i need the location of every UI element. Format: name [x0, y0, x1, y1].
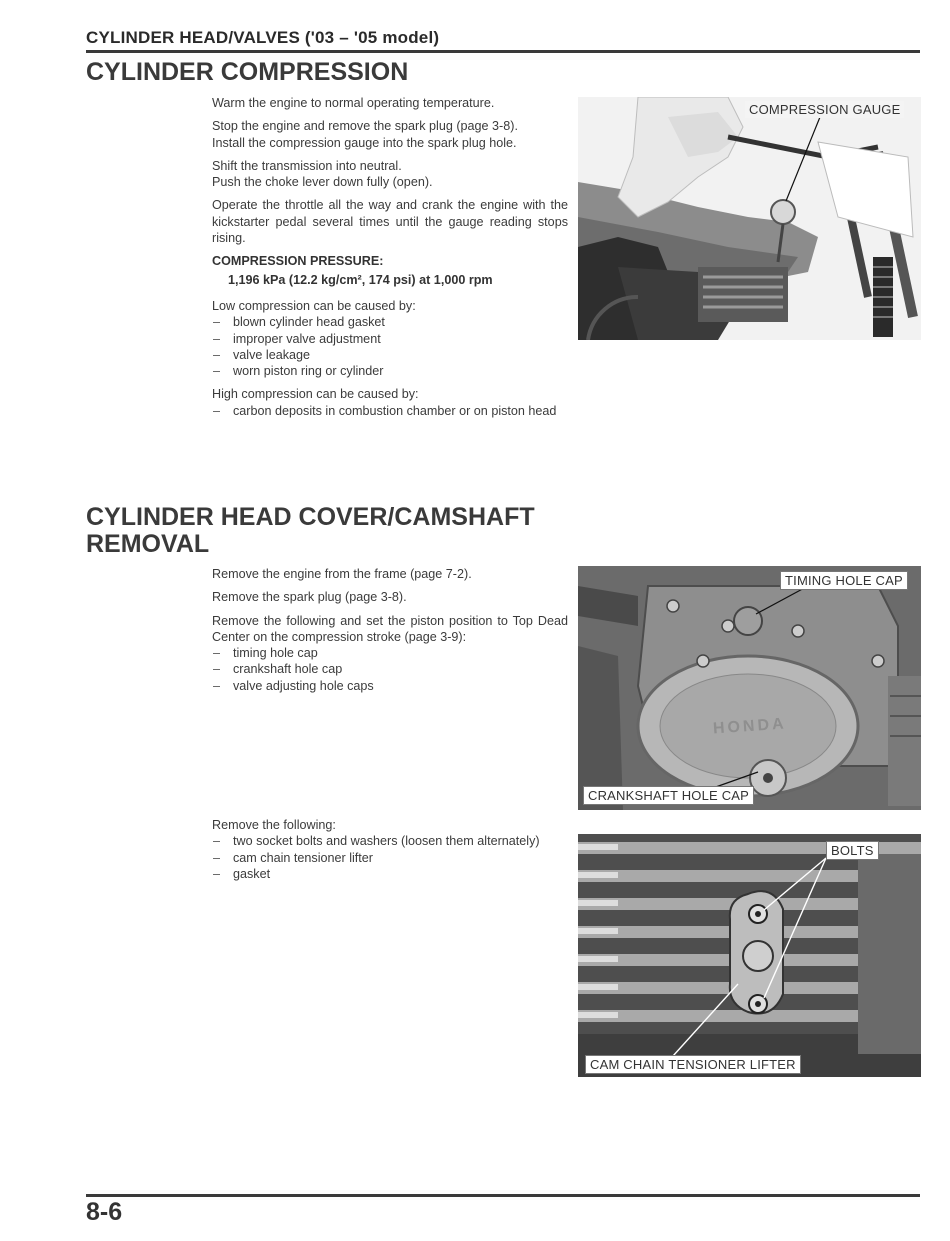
step-warm: Warm the engine to normal operating temperature. — [212, 96, 495, 110]
list-item: – valve adjusting hole caps — [212, 678, 568, 694]
spec-value: 1,196 kPa (12.2 kg/cm², 174 psi) at 1,000 rpm — [228, 272, 493, 287]
tensioner-removal-text — [212, 817, 568, 889]
photo-hole-caps — [578, 566, 921, 810]
step-stop: Stop the engine and remove the spark plug (page 3-8). — [212, 119, 518, 134]
step-remove-plug: Remove the spark plug (page 3-8). — [212, 590, 407, 605]
header-rule — [86, 50, 920, 53]
low-causes-list — [212, 314, 568, 379]
footer-rule — [86, 1194, 920, 1197]
list-item: – timing hole cap — [212, 645, 568, 661]
callout-timing-hole-cap: TIMING HOLE CAP — [780, 571, 908, 590]
step-operate: Operate the throttle all the way and crank the engine with the kickstarter pedal several times until the gauge reading stops rising. — [212, 198, 568, 246]
section-heading-cover-removal-line2: REMOVAL — [86, 530, 210, 558]
photo-tensioner-lifter — [578, 834, 921, 1077]
high-causes-list — [212, 403, 568, 419]
section-heading-cover-removal-line1: CYLINDER HEAD COVER/CAMSHAFT — [86, 503, 535, 531]
list-item: – gasket — [212, 866, 568, 882]
tensioner-items-list — [212, 833, 568, 882]
running-header: CYLINDER HEAD/VALVES ('03 – '05 model) — [86, 28, 440, 47]
honda-logo-mark: HONDA — [712, 715, 788, 738]
list-item: – valve leakage — [212, 347, 568, 363]
step-remove-engine: Remove the engine from the frame (page 7-2). — [212, 567, 472, 581]
section-heading-compression: CYLINDER COMPRESSION — [86, 58, 409, 86]
cover-removal-text — [212, 566, 568, 701]
remove-following: Remove the following: — [212, 818, 336, 832]
step-install: Install the compression gauge into the spark plug hole. — [212, 135, 517, 150]
step-set-tdc: Remove the following and set the piston position to Top Dead Center on the compression stroke (page 3-9): — [212, 613, 568, 644]
list-item: – blown cylinder head gasket — [212, 314, 568, 330]
step-shift: Shift the transmission into neutral. — [212, 158, 402, 173]
callout-crankshaft-hole-cap: CRANKSHAFT HOLE CAP — [583, 786, 754, 805]
list-item: – cam chain tensioner lifter — [212, 850, 568, 866]
list-item: – two socket bolts and washers (loosen them alternately) — [212, 833, 568, 849]
motorcycle-rider-illustration — [578, 97, 921, 340]
step-choke: Push the choke lever down fully (open). — [212, 175, 433, 190]
cylinder-fins-illustration — [578, 834, 921, 1077]
list-item: – improper valve adjustment — [212, 331, 568, 347]
page-number: 8-6 — [86, 1198, 123, 1226]
caps-list — [212, 645, 568, 694]
spec-label: COMPRESSION PRESSURE: — [212, 254, 384, 269]
high-intro: High compression can be caused by: — [212, 387, 419, 402]
list-item: – worn piston ring or cylinder — [212, 363, 568, 379]
photo-compression-gauge — [578, 97, 921, 340]
low-intro: Low compression can be caused by: — [212, 298, 416, 313]
callout-compression-gauge: COMPRESSION GAUGE — [745, 101, 904, 118]
callout-cam-chain-tensioner-lifter: CAM CHAIN TENSIONER LIFTER — [585, 1055, 801, 1074]
list-item: – crankshaft hole cap — [212, 661, 568, 677]
engine-case-illustration — [578, 566, 921, 810]
list-item: – carbon deposits in combustion chamber or on piston head — [212, 403, 568, 419]
callout-bolts: BOLTS — [826, 841, 879, 860]
compression-text — [212, 95, 568, 426]
